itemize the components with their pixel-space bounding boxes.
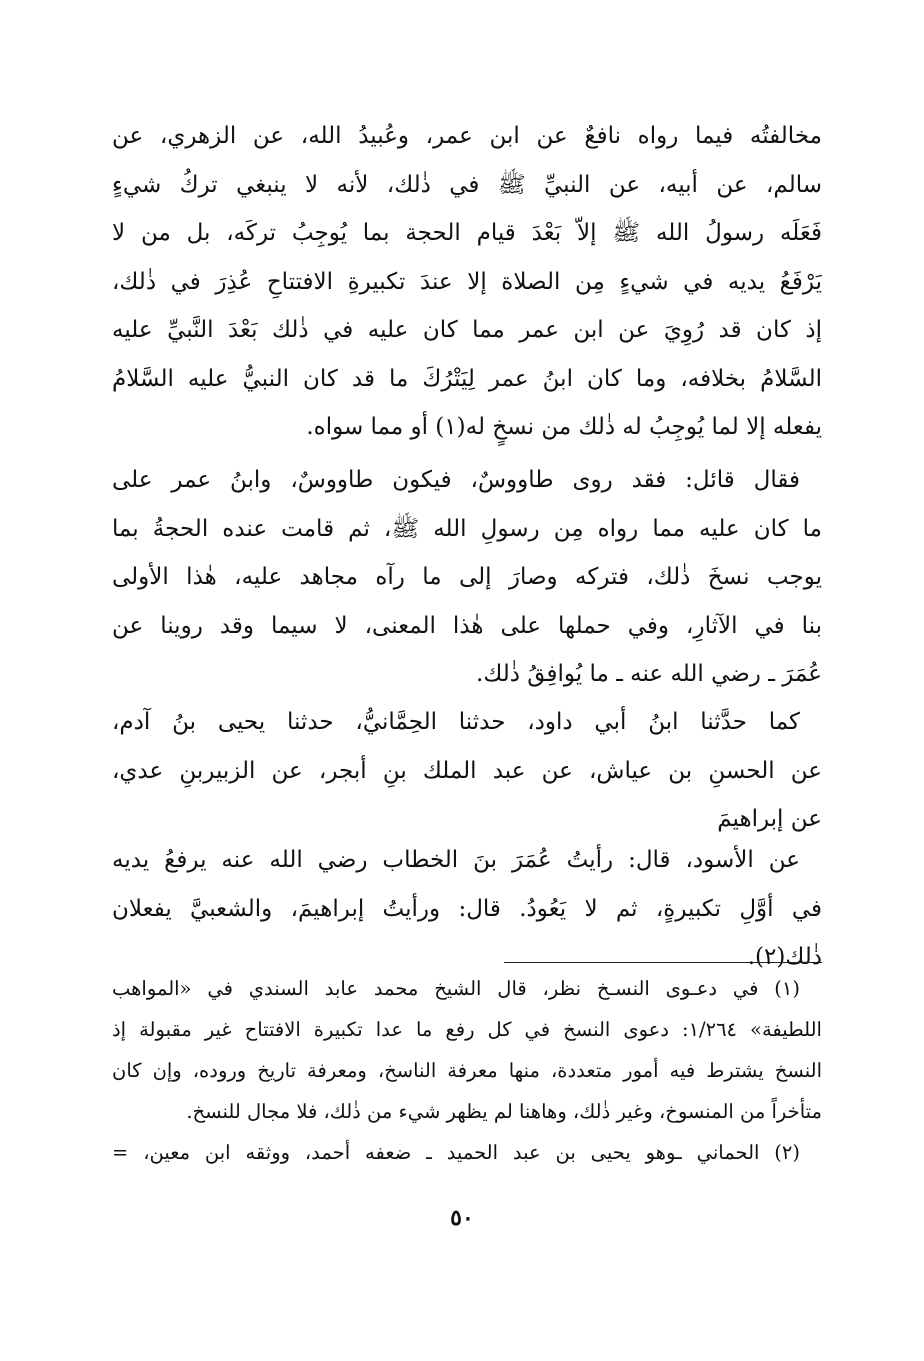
text-line: مخالفتُه فيما رواه نافعٌ عن ابن عمر، وعُبيدُ الله، عن الزهري، عن xyxy=(112,123,822,149)
text-line: فَعَلَه رسولُ الله ﷺ إلاّ بَعْدَ قيام الحجة بما يُوجِبُ تركَه، بل من لا xyxy=(112,220,822,246)
text-line: يفعله إلا لما يُوجِبُ له ذٰلك من نسخٍ له(١) أو مما سواه. xyxy=(306,414,822,440)
text-line: سالم، عن أبيه، عن النبيِّ ﷺ في ذٰلك، لأنه لا ينبغي تركُ شيءٍ xyxy=(112,171,822,198)
text-line: يَرْفَعُ يديه في شيءٍ مِن الصلاة إلا عندَ تكبيرةِ الافتتاحِ عُذِرَ في ذٰلك، xyxy=(112,268,822,295)
page-number: ٥٠ xyxy=(450,1205,474,1231)
text-line: كما حدَّثنا ابنُ أبي داود، حدثنا الحِمَّانيُّ، حدثنا يحيى بنُ آدم، xyxy=(112,709,800,735)
footnotes xyxy=(112,968,822,1173)
footnote-line: (٢) الحماني ـوهو يحيى بن عبد الحميد ـ ضعفه أحمد، ووثقه ابن معين، = xyxy=(112,1141,800,1164)
text-line: ذٰلك(٢). xyxy=(747,944,822,970)
text-line: عن إبراهيمَ xyxy=(717,806,822,832)
paragraph-4 xyxy=(112,836,822,982)
footnote-line: متأخراً من المنسوخ، وغير ذٰلك، وهاهنا لم يظهر شيء من ذٰلك، فلا مجال للنسخ. xyxy=(186,1100,822,1123)
footnote-line: النسخ يشترط فيه أمور متعددة، منها معرفة الناسخ، ومعرفة تاريخ وروده، وإن كان xyxy=(112,1059,822,1082)
footnote-separator xyxy=(504,962,822,963)
text-line: عن الحسنِ بن عياش، عن عبد الملك بنِ أبجر، عن الزبيربنِ عدي، xyxy=(112,757,822,784)
footnote-line: (١) في دعـوى النسـخ نظر، قال الشيخ محمد عابد السندي في «المواهب xyxy=(112,977,800,1000)
text-line: السَّلامُ بخلافه، وما كان ابنُ عمر لِيَتْرُكَ ما قد كان النبيُّ عليه السَّلامُ xyxy=(112,365,822,392)
text-line: فقال قائل: فقد روى طاووسٌ، فيكون طاووسٌ، وابنُ عمر على xyxy=(112,467,800,493)
text-line: إذ كان قد رُوِيَ عن ابن عمر مما كان عليه في ذٰلك بَعْدَ النَّبيِّ عليه xyxy=(112,317,822,343)
paragraph-2 xyxy=(112,456,822,699)
footnote-line: اللطيفة» ١/٢٦٤: دعوى النسخ في كل رفع ما عدا تكبيرة الافتتاح غير مقبولة إذ xyxy=(112,1018,822,1041)
text-line: بنا في الآثارِ، وفي حملها على هٰذا المعنى، لا سيما وقد روينا عن xyxy=(112,612,822,639)
paragraph-1 xyxy=(112,112,822,452)
text-line: عُمَرَ ـ رضي الله عنه ـ ما يُوافِقُ ذٰلك. xyxy=(476,661,822,687)
paragraph-3 xyxy=(112,698,822,844)
text-line: ما كان عليه مما رواه مِن رسولِ الله ﷺ، ثم قامت عنده الحجةُ بما xyxy=(112,515,822,542)
text-line: عن الأسود، قال: رأيتُ عُمَرَ بنَ الخطاب رضي الله عنه يرفعُ يديه xyxy=(112,847,800,873)
text-line: يوجب نسخَ ذٰلك، فتركه وصارَ إلى ما رآه مجاهد عليه، هٰذا الأولى xyxy=(112,564,822,590)
text-line: في أوَّلِ تكبيرةٍ، ثم لا يَعُودُ. قال: ورأيتُ إبراهيمَ، والشعبيَّ يفعلان xyxy=(112,895,822,922)
